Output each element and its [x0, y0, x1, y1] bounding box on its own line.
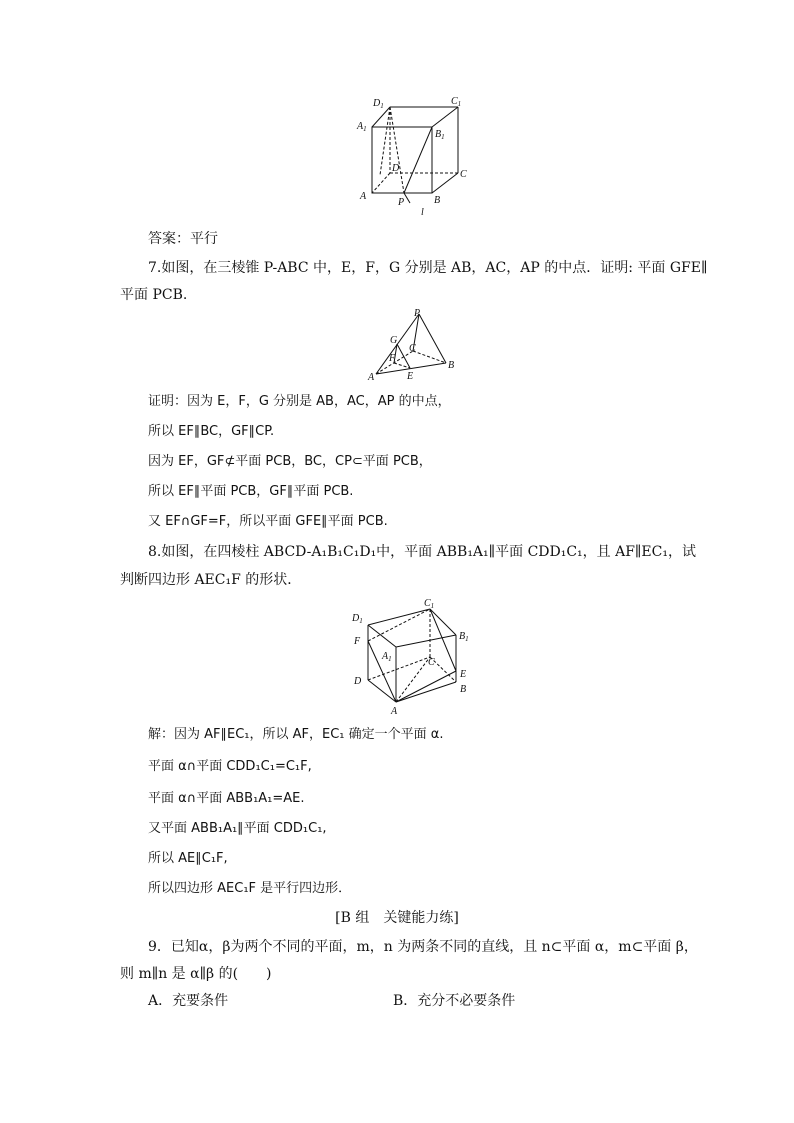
solution-8-line1: 解：因为 AF∥EC₁，所以 AF，EC₁ 确定一个平面 α.: [148, 727, 444, 742]
label-b: B: [460, 684, 467, 695]
label-a1: $A_1$: [382, 651, 392, 663]
label-d1: $D_1$: [373, 98, 384, 110]
label-c: C: [428, 657, 435, 668]
question-8-line1: 8.如图，在四棱柱 ABCD-A₁B₁C₁D₁中，平面 ABB₁A₁∥平面 CDD₁C₁，且 AF∥EC₁，试: [148, 544, 696, 560]
question-9-line2: 则 m∥n 是 α∥β 的( ): [120, 966, 272, 982]
label-d1: $D_1$: [352, 613, 363, 625]
cube-figure: [350, 95, 480, 220]
solution-8-line2: 平面 α∩平面 CDD₁C₁=C₁F,: [148, 759, 312, 774]
label-f: F: [389, 353, 396, 364]
label-c1: $C_1$: [424, 598, 435, 610]
solution-8-line5: 所以 AE∥C₁F,: [148, 851, 228, 866]
section-b-heading: [B 组 关键能力练]: [335, 910, 459, 926]
label-c: C: [460, 169, 467, 180]
label-d: D: [392, 163, 400, 174]
proof-7-line1: 证明：因为 E，F，G 分别是 AB，AC，AP 的中点，: [148, 394, 451, 409]
solution-8-line4: 又平面 ABB₁A₁∥平面 CDD₁C₁,: [148, 821, 327, 836]
cube-edges: [372, 107, 458, 203]
proof-7-line2: 所以 EF∥BC，GF∥CP.: [148, 424, 275, 439]
solution-8-line6: 所以四边形 AEC₁F 是平行四边形．: [148, 881, 352, 896]
question-9-option-b: B．充分不必要条件: [393, 993, 516, 1009]
question-9-line1: 9．已知α，β为两个不同的平面，m，n 为两条不同的直线，且 n⊂平面 α，m⊂平面 β，: [148, 939, 698, 955]
label-b1: $B_1$: [459, 631, 469, 643]
proof-7-line5: 又 EF∩GF=F，所以平面 GFE∥平面 PCB.: [148, 514, 388, 529]
label-a: A: [391, 706, 398, 717]
question-9-option-a: A．充要条件: [148, 993, 229, 1009]
label-a1: $A_1$: [357, 121, 367, 133]
label-d: D: [354, 676, 362, 687]
label-f: F: [354, 636, 361, 647]
proof-7-line3: 因为 EF，GF⊄平面 PCB，BC，CP⊂平面 PCB，: [148, 454, 432, 469]
label-a: A: [360, 191, 367, 202]
question-7-line2: 平面 PCB.: [120, 287, 188, 303]
proof-7-line4: 所以 EF∥平面 PCB，GF∥平面 PCB.: [148, 484, 354, 499]
label-p: P: [414, 308, 421, 319]
prism-figure: [346, 597, 481, 719]
label-c1: $C_1$: [451, 96, 462, 108]
pyramid-figure: [366, 308, 466, 384]
question-8-line2: 判断四边形 AEC₁F 的形状．: [120, 572, 302, 588]
label-b1: $B_1$: [435, 129, 445, 141]
solution-8-line3: 平面 α∩平面 ABB₁A₁=AE.: [148, 791, 305, 806]
label-g: G: [390, 335, 398, 346]
label-p: P: [398, 197, 405, 208]
label-c: C: [409, 343, 416, 354]
label-a: A: [368, 372, 375, 383]
answer-6: 答案：平行: [148, 231, 218, 247]
label-e: E: [460, 669, 467, 680]
label-b: B: [434, 195, 441, 206]
label-b: B: [448, 360, 455, 371]
question-7-line1: 7.如图，在三棱锥 P-ABC 中，E，F，G 分别是 AB，AC，AP 的中点．证明: 平面 GFE∥: [148, 260, 708, 276]
label-l: l: [421, 207, 424, 218]
label-e: E: [407, 371, 414, 382]
